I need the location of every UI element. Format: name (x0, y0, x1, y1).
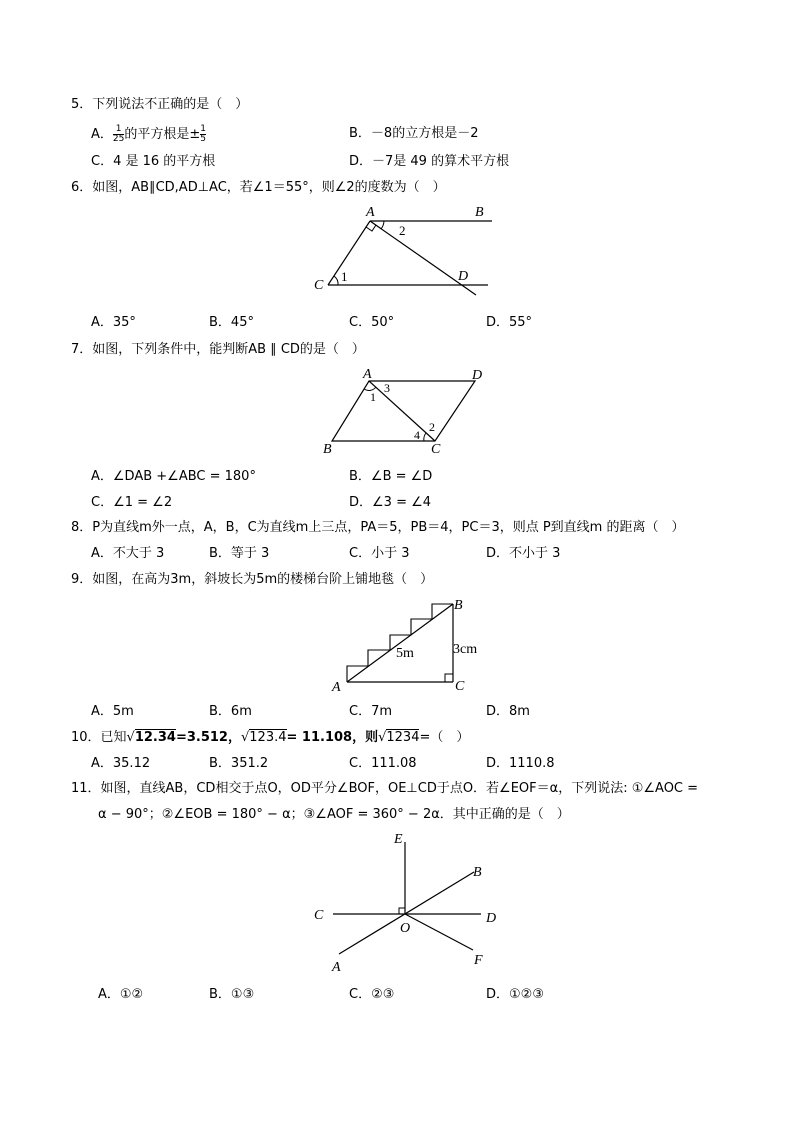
q6-angle2-arc (381, 221, 384, 229)
q9-figure (325, 593, 495, 698)
q9-option-a: A．5m (91, 704, 134, 719)
q11-label-f: F (474, 953, 483, 968)
q10-stem: 10．已知√12.34=3.512，√123.4= 11.108，则√1234=（ ） (71, 730, 470, 745)
q6-label-a: A (366, 205, 375, 220)
q6-option-c: C．50° (349, 315, 395, 330)
q11-right-angle-mark (399, 908, 405, 914)
q6-label-b: B (475, 205, 484, 220)
q7-label-3: 3 (384, 381, 390, 395)
q10-radicand-3: 1234 (386, 730, 420, 745)
q5-option-d: D．－7是 49 的算术平方根 (349, 154, 510, 169)
q5-frac-num: 1 (113, 125, 124, 135)
q7-label-d: D (472, 368, 483, 383)
q11-figure (305, 828, 510, 978)
q11-option-a: A．①② (98, 987, 144, 1002)
q5-option-a: A． $\frac{1}{25}$ 的平方根是± $\frac{1}{5}$ (91, 124, 206, 144)
q11-line-ab (339, 872, 474, 954)
q10-radicand-1: 12.34 (134, 730, 176, 745)
q7-label-1: 1 (370, 390, 376, 404)
q7-figure (320, 363, 500, 458)
q5-frac-den: 25 (112, 134, 125, 144)
q7-stem: 7．如图，下列条件中，能判断AB ∥ CD的是（ ） (71, 342, 365, 357)
q7-option-b: B．∠B = ∠D (349, 469, 433, 484)
q5-option-c: C．4 是 16 的平方根 (91, 154, 216, 169)
q9-option-b: B．6m (209, 704, 252, 719)
q11-label-c: C (314, 908, 324, 923)
q10-mid-1: =3.512， (175, 730, 241, 745)
q8-option-c: C．小于 3 (349, 546, 410, 561)
q7-label-4: 4 (414, 428, 420, 442)
q6-label-d: D (458, 269, 469, 284)
q10-radicand-2: 123.4 (249, 730, 287, 745)
q11-option-d: D．①②③ (486, 987, 544, 1002)
q9-option-d: D．8m (486, 704, 530, 719)
q6-angle1-arc (334, 276, 338, 285)
q8-option-b: B．等于 3 (209, 546, 270, 561)
q8-option-d: D．不小于 3 (486, 546, 561, 561)
q9-label-slope: 5m (396, 646, 414, 661)
q9-label-a: A (332, 680, 341, 695)
q6-label-c: C (314, 278, 324, 293)
q6-label-1: 1 (341, 269, 348, 284)
q7-option-c: C．∠1 = ∠2 (91, 495, 173, 510)
q10-mid-2: = 11.108，则 (286, 730, 379, 745)
q7-angle-arc-c (424, 433, 426, 441)
q7-label-a: A (363, 367, 372, 382)
q10-stem-pre: 10．已知 (71, 730, 127, 745)
q8-stem: 8．P为直线m外一点，A，B，C为直线m上三点，PA＝5，PB＝4，PC＝3，则点 P到直线m 的距离（ ） (71, 520, 685, 535)
q10-stem-post: =（ ） (419, 730, 470, 745)
q10-option-d: D．1110.8 (486, 756, 555, 771)
q11-label-b: B (473, 865, 482, 880)
q7-option-d: D．∠3 = ∠4 (349, 495, 432, 510)
q7-label-b: B (323, 442, 332, 457)
q6-label-2: 2 (399, 223, 406, 238)
q6-stem: 6．如图，AB∥CD,AD⊥AC，若∠1＝55°，则∠2的度数为（ ） (71, 180, 446, 195)
q11-option-b: B．①③ (209, 987, 255, 1002)
q6-option-b: B．45° (209, 315, 254, 330)
q10-option-b: B．351.2 (209, 756, 269, 771)
q11-stem-line2: α − 90°；②∠EOB = 180° − α；③∠AOF = 360° − 2α．其中正确的是（ ） (98, 807, 570, 822)
q9-stem: 9．如图，在高为3m，斜坡长为5m的楼梯台阶上铺地毯（ ） (71, 572, 434, 587)
q10-option-c: C．111.08 (349, 756, 417, 771)
q5-stem: 5．下列说法不正确的是（ ） (71, 97, 249, 112)
q11-option-c: C．②③ (349, 987, 395, 1002)
q7-label-2: 2 (429, 420, 435, 434)
q7-option-a: A．∠DAB +∠ABC = 180° (91, 469, 256, 484)
q6-figure (300, 200, 500, 300)
q7-diagonal-ac (369, 381, 435, 441)
q9-label-height: 3cm (453, 642, 478, 657)
q11-ray-of (405, 914, 473, 950)
q11-label-a: A (332, 960, 341, 975)
q11-label-e: E (394, 832, 403, 847)
q10-option-a: A．35.12 (91, 756, 151, 771)
q11-label-o: O (400, 921, 411, 936)
q5-frac-den2: 5 (200, 134, 206, 144)
q11-stem-line1: 11．如图，直线AB，CD相交于点O，OD平分∠BOF，OE⊥CD于点O．若∠EOF＝α，下列说法: ①∠AOC = (71, 781, 699, 796)
q11-label-d: D (486, 911, 497, 926)
q7-parallelogram (332, 381, 475, 441)
q9-option-c: C．7m (349, 704, 393, 719)
q9-label-b: B (454, 598, 463, 613)
q9-right-angle-mark (445, 674, 453, 682)
q7-label-c: C (431, 442, 441, 457)
q9-slope (347, 604, 453, 682)
q9-label-c: C (455, 679, 465, 694)
q6-line-ac (328, 221, 370, 285)
q5-frac-num2: 1 (200, 124, 206, 134)
q6-option-d: D．55° (486, 315, 533, 330)
q6-option-a: A．35° (91, 315, 136, 330)
q5-option-b: B．－8的立方根是－2 (349, 126, 479, 141)
q8-option-a: A．不大于 3 (91, 546, 165, 561)
